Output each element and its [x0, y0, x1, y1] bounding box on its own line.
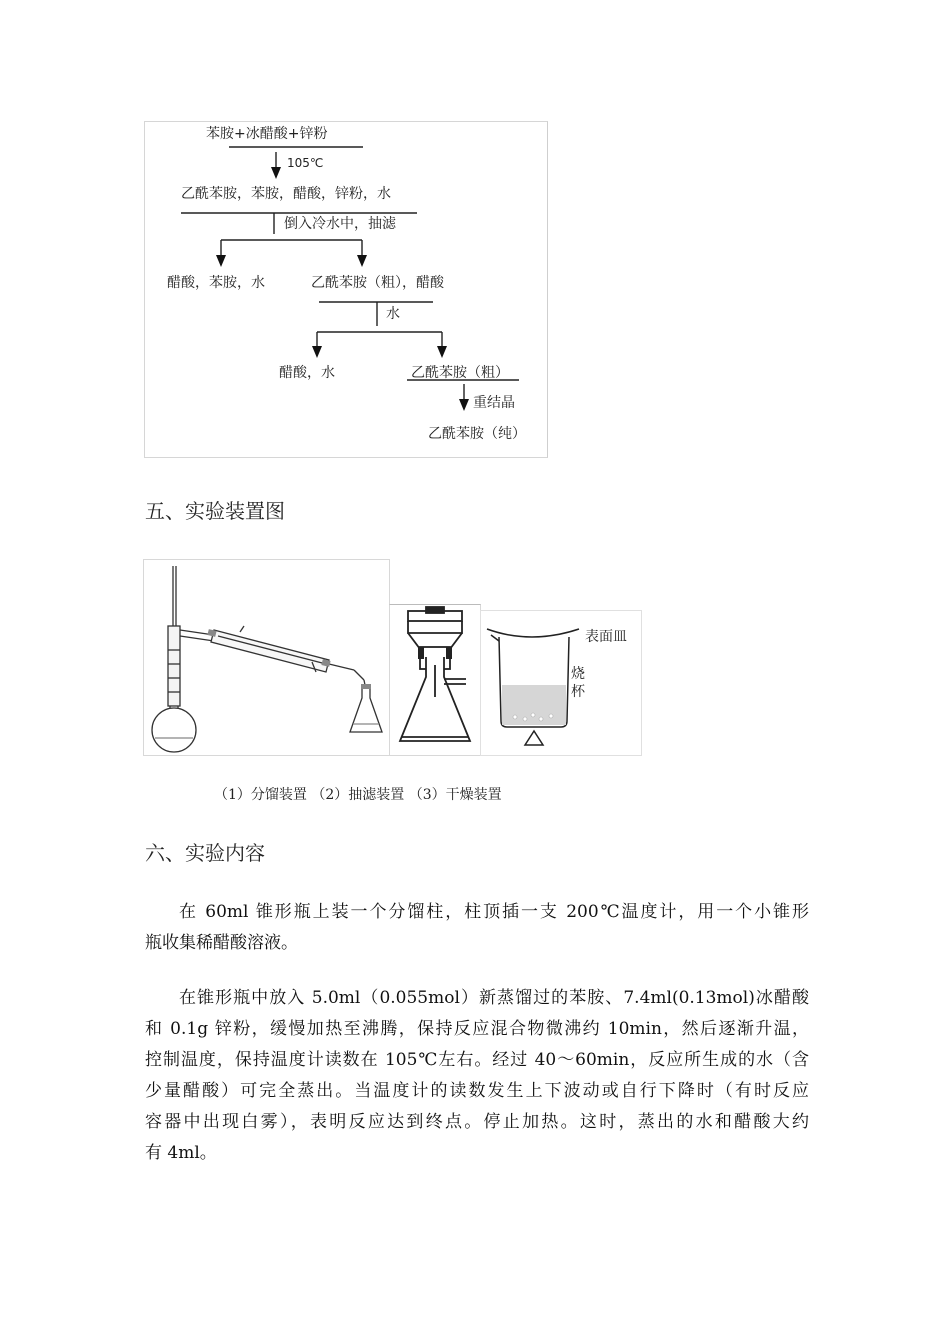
- apparatus-caption: （1）分馏装置 （2）抽滤装置 （3）干燥装置: [214, 787, 502, 803]
- label-watch-glass: 表面皿: [585, 629, 627, 645]
- paragraph-line: 在锥形瓶中放入 5.0ml（0.055mol）新蒸馏过的苯胺、7.4ml(0.13mol)冰醋酸: [179, 988, 809, 1008]
- paragraph-line: 和 0.1g 锌粉，缓慢加热至沸腾，保持反应混合物微沸约 10min，然后逐渐升温，: [145, 1019, 809, 1039]
- section-heading-content: 六、实验内容: [145, 841, 265, 865]
- paragraph-line: 容器中出现白雾），表明反应达到终点。停止加热。这时，蒸出的水和醋酸大约: [145, 1112, 809, 1132]
- fractional-distillation-image: [143, 559, 390, 756]
- paragraph-line: 少量醋酸）可完全蒸出。当温度计的读数发生上下波动或自行下降时（有时反应: [145, 1081, 809, 1101]
- flowchart-figure: [144, 121, 548, 458]
- paragraph-procedure: [145, 983, 809, 1169]
- flow-op-pour-filter: 倒入冷水中，抽滤: [284, 216, 396, 232]
- drying-apparatus-image: [480, 610, 642, 756]
- flow-op-water: 水: [386, 306, 400, 322]
- flow-pure-product: 乙酰苯胺（纯）: [428, 426, 526, 442]
- distillation-apparatus-drawing: [144, 560, 389, 755]
- paragraph-line: 在 60ml 锥形瓶上装一个分馏柱，柱顶插一支 200℃温度计，用一个小锥形: [179, 902, 809, 922]
- flow-crude-product-2: 乙酰苯胺（粗）: [411, 365, 509, 381]
- suction-filtration-drawing: [390, 605, 480, 755]
- flow-op-recrystallize: 重结晶: [473, 395, 515, 411]
- flow-crude-product: 乙酰苯胺（粗），醋酸: [311, 275, 444, 291]
- flow-mixture: 乙酰苯胺，苯胺，醋酸，锌粉，水: [181, 186, 391, 202]
- flow-temperature: 105℃: [287, 156, 324, 170]
- flow-start: 苯胺+冰醋酸+锌粉: [206, 126, 328, 142]
- paragraph-line: 瓶收集稀醋酸溶液。: [145, 933, 298, 953]
- paragraph-setup: [145, 897, 809, 959]
- flow-filtrate: 醋酸，苯胺，水: [167, 275, 265, 291]
- suction-filtration-image: [389, 604, 481, 756]
- label-beaker: 烧杯: [571, 666, 585, 700]
- paragraph-line: 有 4ml。: [145, 1143, 217, 1163]
- flow-filtrate-2: 醋酸，水: [279, 365, 335, 381]
- paragraph-line: 控制温度，保持温度计读数在 105℃左右。经过 40～60min，反应所生成的水（含: [145, 1050, 809, 1070]
- section-heading-apparatus: 五、实验装置图: [145, 499, 285, 523]
